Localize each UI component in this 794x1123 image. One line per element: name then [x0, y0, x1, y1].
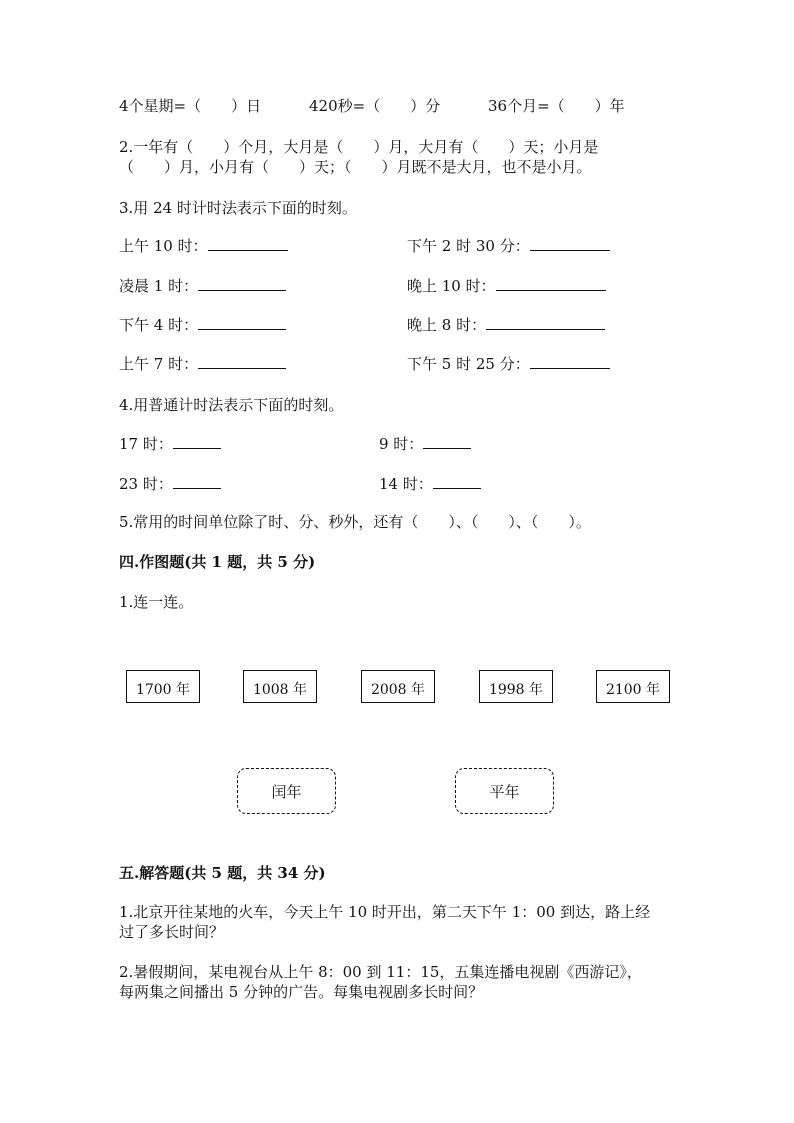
q1-part-b: 420秒=（ ）分 [309, 97, 441, 115]
leap-year-box[interactable]: 闰年 [237, 768, 336, 814]
section5-q1-line1: 1.北京开往某地的火车，今天上午 10 时开出，第二天下午 1：00 到达，路上经 [119, 903, 651, 921]
q3-item-label: 下午 5 时 25 分： [407, 355, 530, 373]
answer-blank[interactable] [173, 434, 221, 449]
section5-heading: 五.解答题(共 5 题，共 34 分) [119, 864, 326, 882]
year-box-1998[interactable]: 1998 年 [479, 670, 553, 703]
answer-blank[interactable] [173, 474, 221, 489]
q1-part-a: 4个星期=（ ）日 [119, 97, 262, 115]
q2-line2: （ ）月，小月有（ ）天；（ ）月既不是大月，也不是小月。 [119, 158, 592, 176]
q3-item [407, 354, 610, 374]
answer-blank[interactable] [423, 434, 471, 449]
q4-item-label: 9 时： [379, 435, 424, 453]
q4-item [119, 474, 221, 494]
section4-heading: 四.作图题(共 1 题，共 5 分) [119, 553, 316, 571]
q3-item-label: 晚上 8 时： [407, 316, 487, 334]
q5-text: 5.常用的时间单位除了时、分、秒外，还有（ ）、（ ）、（ ）。 [119, 513, 591, 531]
q3-item-label: 下午 2 时 30 分： [407, 237, 530, 255]
q4-item-label: 17 时： [119, 435, 173, 453]
q4-item [379, 434, 471, 454]
answer-blank[interactable] [530, 354, 610, 369]
q3-item [119, 354, 286, 374]
q3-item [407, 236, 610, 256]
answer-blank[interactable] [486, 315, 605, 330]
section4-q1-title: 1.连一连。 [119, 593, 194, 611]
q3-item [119, 315, 286, 335]
section5-q2-line1: 2.暑假期间，某电视台从上午 8：00 到 11：15，五集连播电视剧《西游记》， [119, 963, 642, 981]
section5-q1-line2: 过了多长时间？ [119, 923, 225, 941]
answer-blank[interactable] [198, 315, 286, 330]
q4-title: 4.用普通计时法表示下面的时刻。 [119, 396, 344, 414]
q3-item-label: 上午 7 时： [119, 355, 199, 373]
q3-item [407, 276, 606, 296]
answer-blank[interactable] [208, 236, 288, 251]
year-box-1008[interactable]: 1008 年 [243, 670, 317, 703]
q3-title: 3.用 24 时计时法表示下面的时刻。 [119, 199, 357, 217]
q3-item-label: 下午 4 时： [119, 316, 199, 334]
answer-blank[interactable] [530, 236, 610, 251]
q3-item-label: 凌晨 1 时： [119, 277, 199, 295]
section5-q2-line2: 每两集之间播出 5 分钟的广告。每集电视剧多长时间？ [119, 983, 484, 1001]
q3-item-label: 晚上 10 时： [407, 277, 496, 295]
year-box-2100[interactable]: 2100 年 [596, 670, 670, 703]
year-box-1700[interactable]: 1700 年 [126, 670, 200, 703]
answer-blank[interactable] [496, 276, 606, 291]
q3-item [407, 315, 605, 335]
q4-item-label: 23 时： [119, 475, 173, 493]
answer-blank[interactable] [433, 474, 481, 489]
q3-item-label: 上午 10 时： [119, 237, 208, 255]
q1-part-c: 36个月=（ ）年 [488, 97, 625, 115]
q4-item [379, 474, 481, 494]
q3-item [119, 236, 288, 256]
q4-item-label: 14 时： [379, 475, 433, 493]
year-box-2008[interactable]: 2008 年 [361, 670, 435, 703]
answer-blank[interactable] [198, 276, 286, 291]
common-year-box[interactable]: 平年 [455, 768, 554, 814]
q4-item [119, 434, 221, 454]
q2-line1: 2.一年有（ ）个月，大月是（ ）月，大月有（ ）天；小月是 [119, 138, 599, 156]
q3-item [119, 276, 286, 296]
answer-blank[interactable] [198, 354, 286, 369]
